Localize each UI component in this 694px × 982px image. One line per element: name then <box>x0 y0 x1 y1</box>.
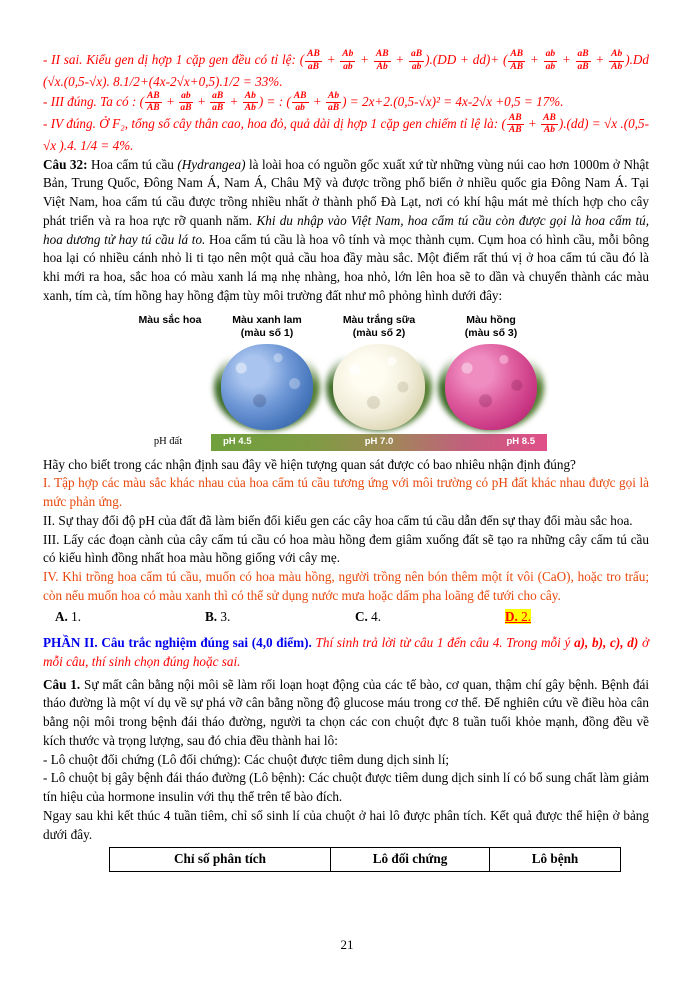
question-32-text: Hoa cẩm tú cầu là hoa vô tính và mọc thành cụm. Cụm hoa có hình cầu, mỗi bông hoa lại có nhiều cánh nhỏ li ti tạo nên một quả cầu hoa đầy màu sắc. Một điểm rất thú vị ở hoa cẩm tú cầu đó là khi mới ra hoa, sắc hoa có màu xanh lá mạ nhẹ nhàng, hoa nhỏ, lớn lên hoa sẽ to dần và chuyển thành các màu xanh, tím cà, tím hồng hay hồng đậm tùy môi trường đất như mô phỏng hình dưới đây: <box>43 231 649 303</box>
part2-heading <box>43 634 649 671</box>
question-1-bullet-control: - Lô chuột đối chứng (Lô đối chứng): Các chuột được tiêm dung dịch sinh lí; <box>43 751 450 767</box>
question-32-text: Hoa cẩm tú cầu <box>87 156 178 172</box>
part2-note: Thí sinh trả lời từ câu 1 đến câu 4. Trong mỗi ý <box>311 635 575 651</box>
answer-option-c <box>355 608 505 627</box>
hydrangea-figure <box>129 312 547 450</box>
figure-col3-subtitle: (màu số 3) <box>464 327 518 340</box>
statement-ii: II. Sự thay đổi độ pH của đất đã làm biến đổi kiểu gen các cây hoa cẩm tú cầu dẫn đến sự thay đổi màu sắc hoa. <box>43 512 633 528</box>
answer-d-highlight <box>505 609 531 624</box>
answer-option-d-highlighted <box>505 608 531 627</box>
results-header-control: Lô đối chứng <box>331 848 490 872</box>
solution-line-ii: - II sai. Kiểu gen dị hợp 1 cặp gen đều có tỉ lệ: ( $\frac{AB}{aB}$ + $\frac{Ab}{ab}$ + $\frac{AB}{Ab}$ + $\frac{aB}{ab}$ ).(DD + dd)+ ( $\frac{AB}{AB}$ + $\frac{ab}{ab}$ + $\frac{aB}{aB}$ + $\frac{Ab}{Ab}$ ).Dd (√x.(0,5-√x). 8.1/2+(4x-2√x+0,5).1/2 = 33%. <box>43 49 650 89</box>
figure-col3-title: Màu hồng <box>466 314 516 327</box>
blue-flower-cell <box>211 340 323 434</box>
ph-value-2: pH 7.0 <box>364 436 394 448</box>
statement-iii: III. Lấy các đoạn cành của cây cẩm tú cầu có hoa màu hồng đem giâm xuống đất sẽ tạo ra những cây cẩm tú cầu có kiểu hình đồng nhất hoa màu hồng giống với cây mẹ. <box>43 531 649 566</box>
figure-col1-header <box>211 312 323 339</box>
figure-row-label: Màu sắc hoa <box>138 314 202 327</box>
figure-col2-subtitle: (màu số 2) <box>352 327 406 340</box>
answer-c-value: 4. <box>371 608 382 624</box>
statement-i: I. Tập hợp các màu sắc khác nhau của hoa cẩm tú cầu tương ứng với môi trường có pH đất khác nhau được gọi là mức phản ứng. <box>43 475 649 510</box>
question-1-label: Câu 1. <box>43 676 81 692</box>
ph-value-3: pH 8.5 <box>506 436 535 448</box>
question-1-closing: Ngay sau khi kết thúc 4 tuần tiêm, chỉ số sinh lí của chuột ở hai lô được phân tích. Kết quả được thể hiện ở bảng dưới đây. <box>43 807 649 842</box>
figure-spacer-cell <box>129 340 211 434</box>
answer-option-a <box>55 608 205 627</box>
cream-hydrangea-image <box>333 344 425 430</box>
question-32-paragraph <box>43 156 649 306</box>
answer-d-letter: D. <box>505 608 518 624</box>
answer-a-letter: A. <box>55 608 68 624</box>
question-1-bullet-disease: - Lô chuột bị gây bệnh đái tháo đường (Lô bệnh): Các chuột được tiêm dung dịch sinh lí có bổ sung chất làm giảm tín hiệu của hormone insulin với thụ thể trên tế bào đích. <box>43 770 649 805</box>
figure-col3-header <box>435 312 547 339</box>
solution-line-iii: - III đúng. Ta có : ( $\frac{AB}{AB}$ + $\frac{ab}{aB}$ + $\frac{aB}{aB}$ + $\frac{Ab}{Ab}$ ) = : ( $\frac{AB}{ab}$ + $\frac{Ab}{aB}$ ) = 2x+2.(0,5-√x)² = 4x-2√x +0,5 = 17%. <box>43 90 564 114</box>
answer-d-value: 2. <box>521 608 532 624</box>
question-32-species-italic: (Hydrangea) <box>177 156 246 172</box>
results-table-header-row <box>110 848 621 872</box>
answer-b-value: 3. <box>220 608 231 624</box>
figure-col1-title: Màu xanh lam <box>232 314 302 327</box>
question-1-text: Sự mất cân bằng nội môi sẽ làm rối loạn hoạt động của các tế bào, cơ quan, thậm chí gây bệnh. Bệnh đái tháo đường là một ví dụ về sự phá vỡ cân bằng nồng độ glucose máu trong cơ thể. Để nghiên cứu về điều hòa cân bằng nội môi trong bệnh đái tháo đường, người ta chọn các con chuột đực 8 tuần tuổi khỏe mạnh, đồng đều về kích thước và trọng lượng, sau đó chia đều thành hai lô: <box>43 676 650 748</box>
cream-flower-cell <box>323 340 435 434</box>
results-table <box>109 847 621 872</box>
question-1-paragraph <box>43 676 649 751</box>
results-header-metric: Chỉ số phân tích <box>110 848 331 872</box>
statement-iv: IV. Khi trồng hoa cẩm tú cầu, muốn có hoa màu hồng, người trồng nên bón thêm một ít vôi (CaO), hoặc tro trấu; còn nếu muốn hoa có màu xanh thì có thể sử dụng nước mưa hoặc dấm pha loãng để tưới cho cây. <box>43 569 649 603</box>
answer-options-row <box>55 608 649 627</box>
answer-option-b <box>205 608 355 627</box>
answer-a-value: 1. <box>71 608 82 624</box>
results-header-disease: Lô bệnh <box>490 848 621 872</box>
page-number: 21 <box>340 936 354 952</box>
blue-hydrangea-image <box>221 344 313 430</box>
ph-value-1: pH 4.5 <box>223 436 252 448</box>
solution-line-iv: - IV đúng. Ở F₂, tổng số cây thân cao, hoa đỏ, quả dài dị hợp 1 cặp gen chiếm tỉ lệ là: ( $\frac{AB}{AB}$ + $\frac{AB}{Ab}$ ).(dd) = √x .(0,5-√x ).4. 1/4 = 4%. <box>43 112 649 153</box>
ph-gradient-bar <box>211 434 547 451</box>
part2-note-options: a), b), c), d) <box>574 635 639 651</box>
question-32-label: Câu 32: <box>43 156 88 172</box>
figure-col2-header <box>323 312 435 339</box>
figure-col1-subtitle: (màu số 1) <box>240 327 294 340</box>
part2-title: PHẦN II. Câu trắc nghiệm đúng sai (4,0 điểm). <box>43 635 312 651</box>
pink-hydrangea-image <box>445 344 537 430</box>
question-32-text: là loài hoa có nguồn gốc xuất xứ từ những vùng núi cao hơn 1000m ở Nhật Bản, Trung Quốc, Đông Nam Á, Nam Á, Châu Mỹ và được trồng phổ biến ở nhiều quốc gia Đông Nam Á. Tại Việt Nam, hoa cẩm tú cầu được trồng nhiều nhất ở thành phố Đà Lạt, nơi có khí hậu mát mẻ thích hợp cho cây phát triển và ra hoa rực rỡ quanh năm. <box>43 156 650 228</box>
figure-col2-title: Màu trắng sữa <box>342 314 416 327</box>
part2-note-end: ở mỗi câu, thí sinh chọn đúng hoặc sai. <box>43 635 650 669</box>
answer-b-letter: B. <box>205 608 218 624</box>
pink-flower-cell <box>435 340 547 434</box>
ph-row-label: pH đất <box>153 435 183 447</box>
question-32-italic-note: Khi du nhập vào Việt Nam, hoa cẩm tú cầu còn được gọi là hoa cẩm tú, hoa dương tử hay tú cầu lá to. <box>43 212 650 247</box>
statements-intro: Hãy cho biết trong các nhận định sau đây về hiện tượng quan sát được có bao nhiêu nhận định đúng? <box>43 456 576 472</box>
answer-c-letter: C. <box>355 608 368 624</box>
